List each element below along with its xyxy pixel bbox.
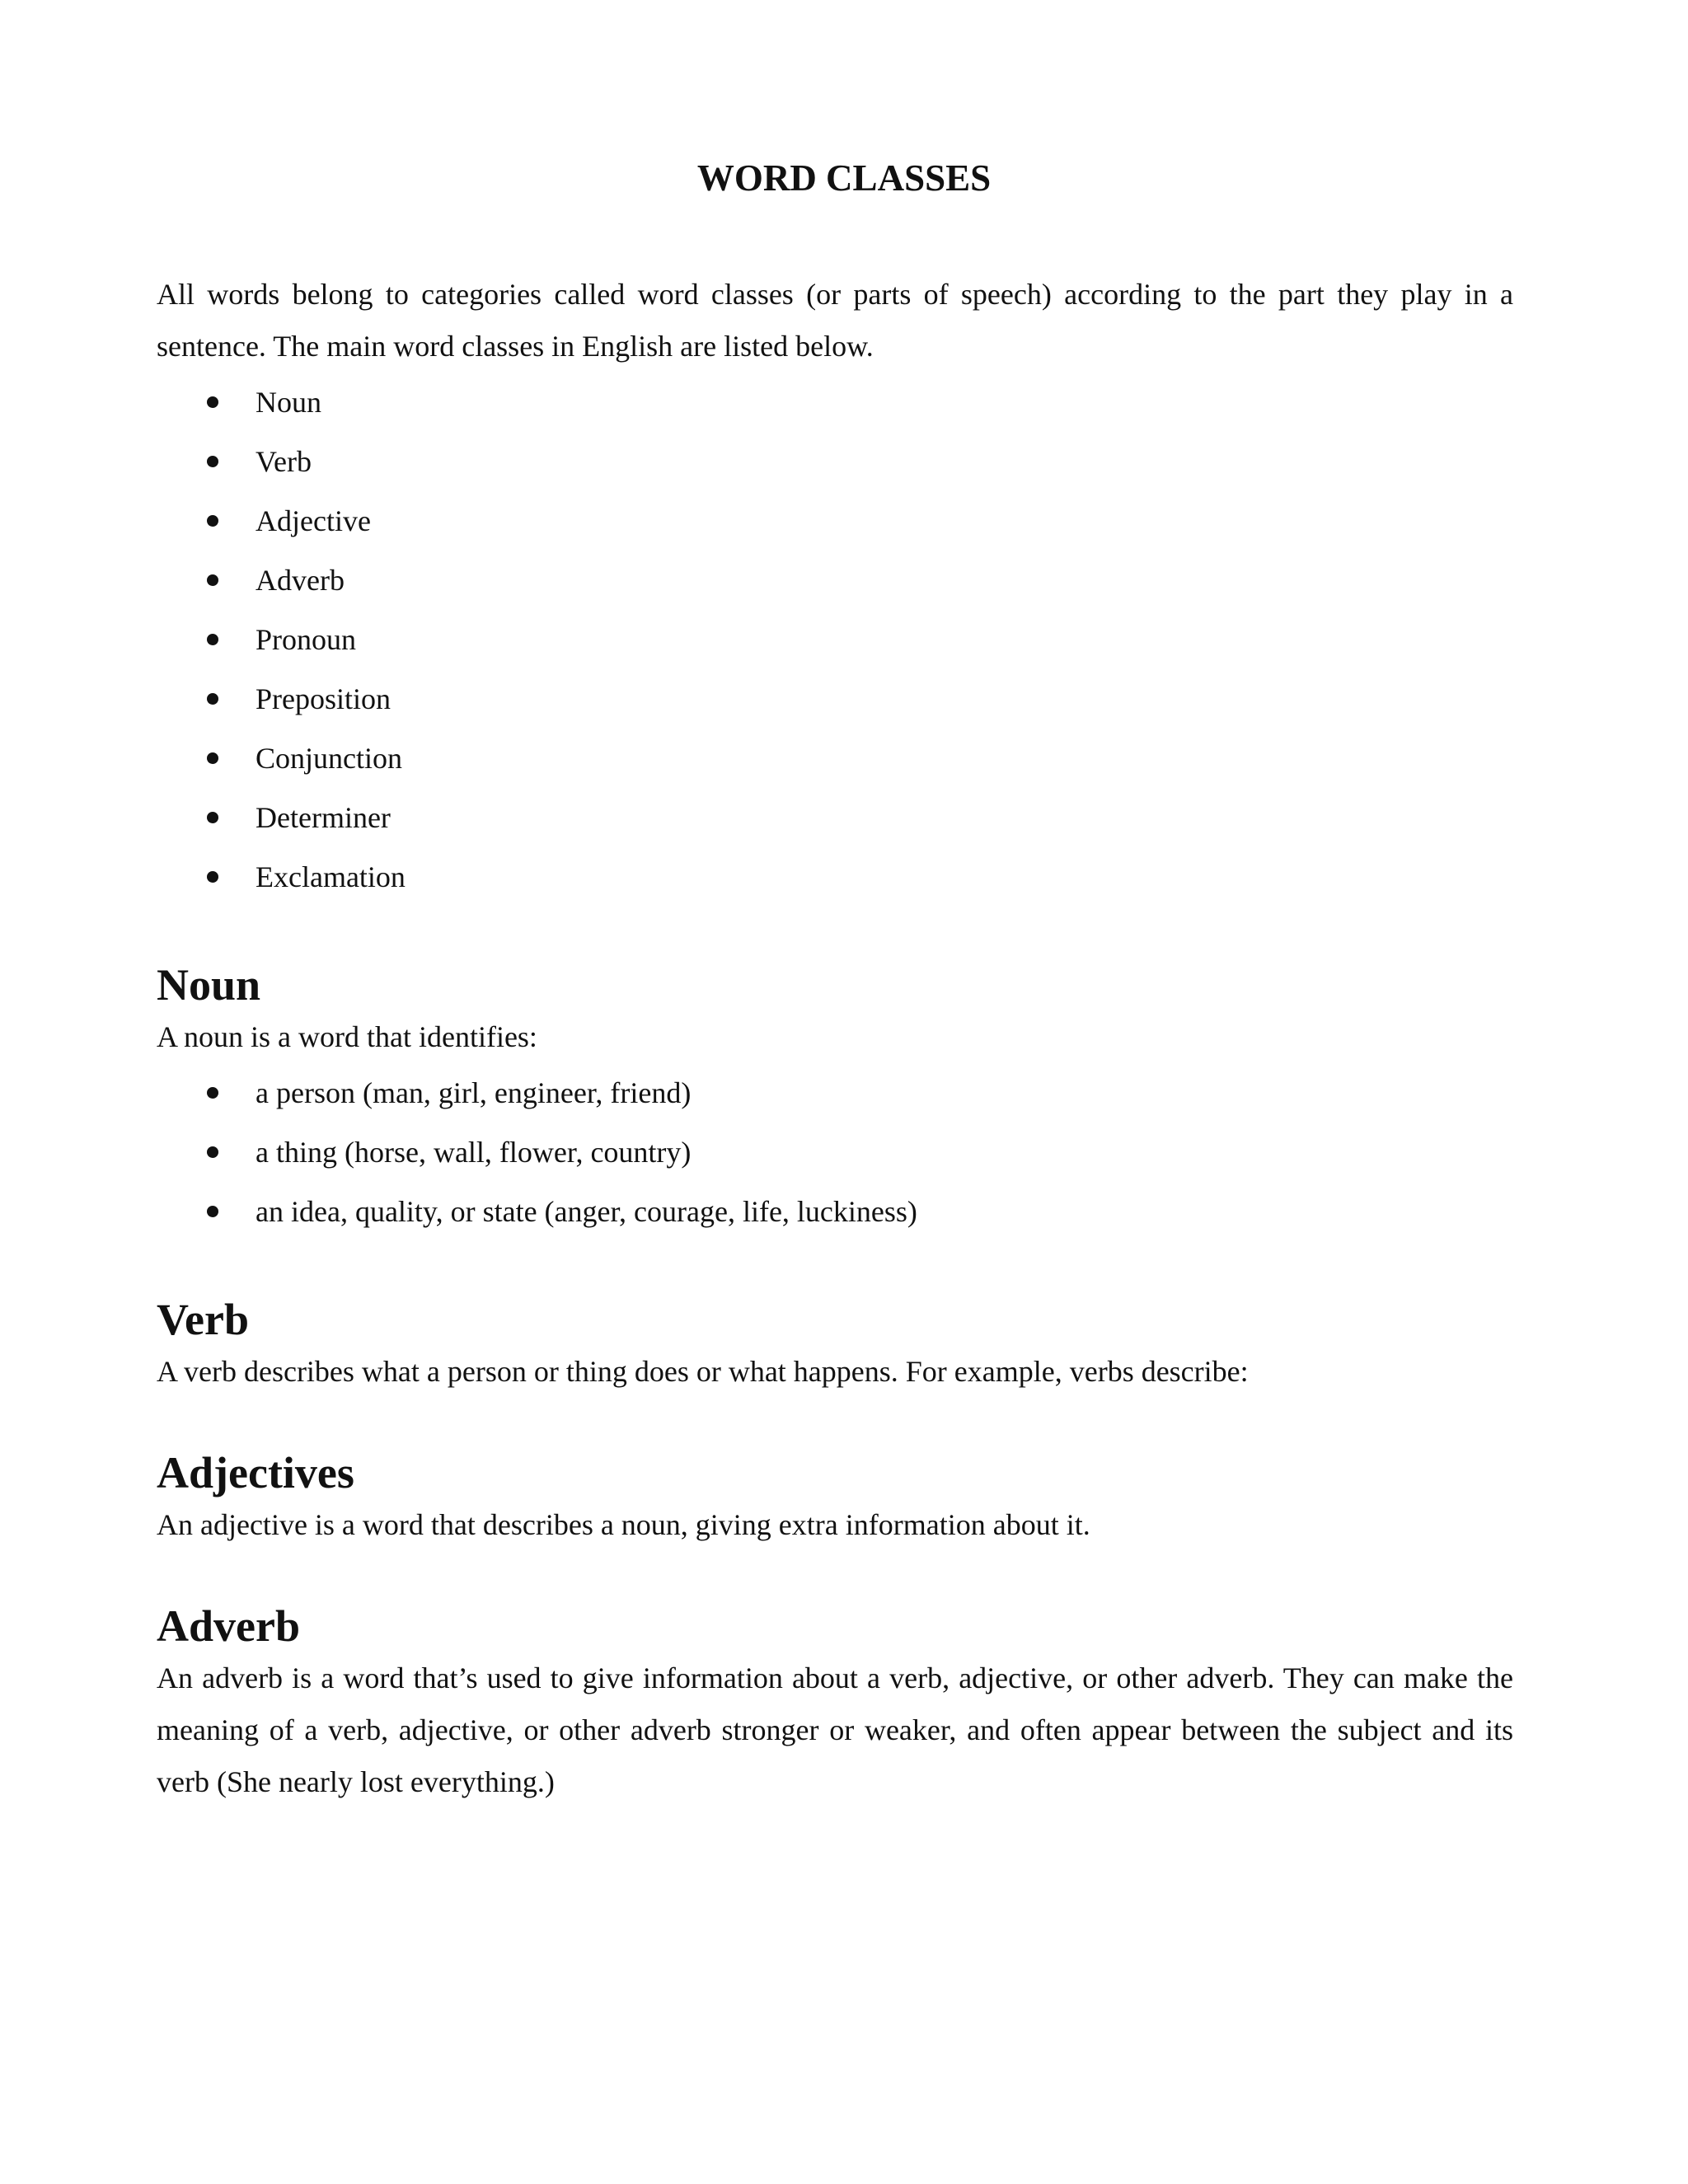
verb-definition: A verb describes what a person or thing does or what happens. For example, verbs describe: [157,1355,1249,1388]
list-item [157,1182,1513,1241]
spacer [157,1241,1513,1294]
bullet-icon [207,574,218,586]
list-item [157,551,1513,610]
adjectives-heading: Adjectives [157,1448,354,1497]
list-item [157,373,1513,432]
list-item [157,1122,1513,1182]
list-item [157,669,1513,729]
list-item-label: Adverb [256,564,345,597]
list-item [157,788,1513,847]
bullet-icon [207,396,218,408]
bullet-icon [207,693,218,705]
adverb-heading: Adverb [157,1601,300,1651]
noun-definition: A noun is a word that identifies: [157,1020,537,1053]
list-item [157,729,1513,788]
bullet-icon [207,1087,218,1099]
document-body [157,269,1513,1808]
list-item-label: Determiner [256,801,391,834]
bullet-icon [207,871,218,883]
bullet-icon [207,456,218,467]
bullet-icon [207,1206,218,1217]
list-item [157,847,1513,907]
noun-examples-list [157,1063,1513,1241]
list-item-label: an idea, quality, or state (anger, courage, life, luckiness) [256,1195,917,1228]
list-item-label: Verb [256,445,312,478]
bullet-icon [207,515,218,527]
word-class-list [157,373,1513,907]
verb-heading: Verb [157,1295,250,1344]
bullet-icon [207,752,218,764]
bullet-icon [207,812,218,823]
intro-paragraph: All words belong to categories called word classes (or parts of speech) according to the part they play in a sentence. The main word classes in English are listed below. [157,278,1513,363]
list-item-label: Conjunction [256,742,402,775]
adjectives-definition: An adjective is a word that describes a noun, giving extra information about it. [157,1508,1090,1541]
noun-heading: Noun [157,960,261,1010]
list-item-label: a person (man, girl, engineer, friend) [256,1076,692,1109]
list-item-label: Preposition [256,682,392,715]
list-item-label: a thing (horse, wall, flower, country) [256,1136,692,1169]
bullet-icon [207,1146,218,1158]
list-item [157,610,1513,669]
list-item-label: Adjective [256,504,371,537]
bullet-icon [207,634,218,645]
document-title: WORD CLASSES [696,157,992,199]
spacer [157,1398,1513,1447]
list-item-label: Pronoun [256,623,357,656]
list-item-label: Noun [256,386,321,419]
list-item [157,491,1513,551]
spacer [157,1551,1513,1601]
list-item-label: Exclamation [256,860,406,893]
spacer [157,907,1513,959]
list-item [157,1063,1513,1122]
adverb-definition: An adverb is a word that’s used to give information about a verb, adjective, or other adverb. They can make the meaning of a verb, adjective, or other adverb stronger or weaker, and often appear between the subject and its verb (She nearly lost everything.) [157,1661,1513,1798]
list-item [157,432,1513,491]
